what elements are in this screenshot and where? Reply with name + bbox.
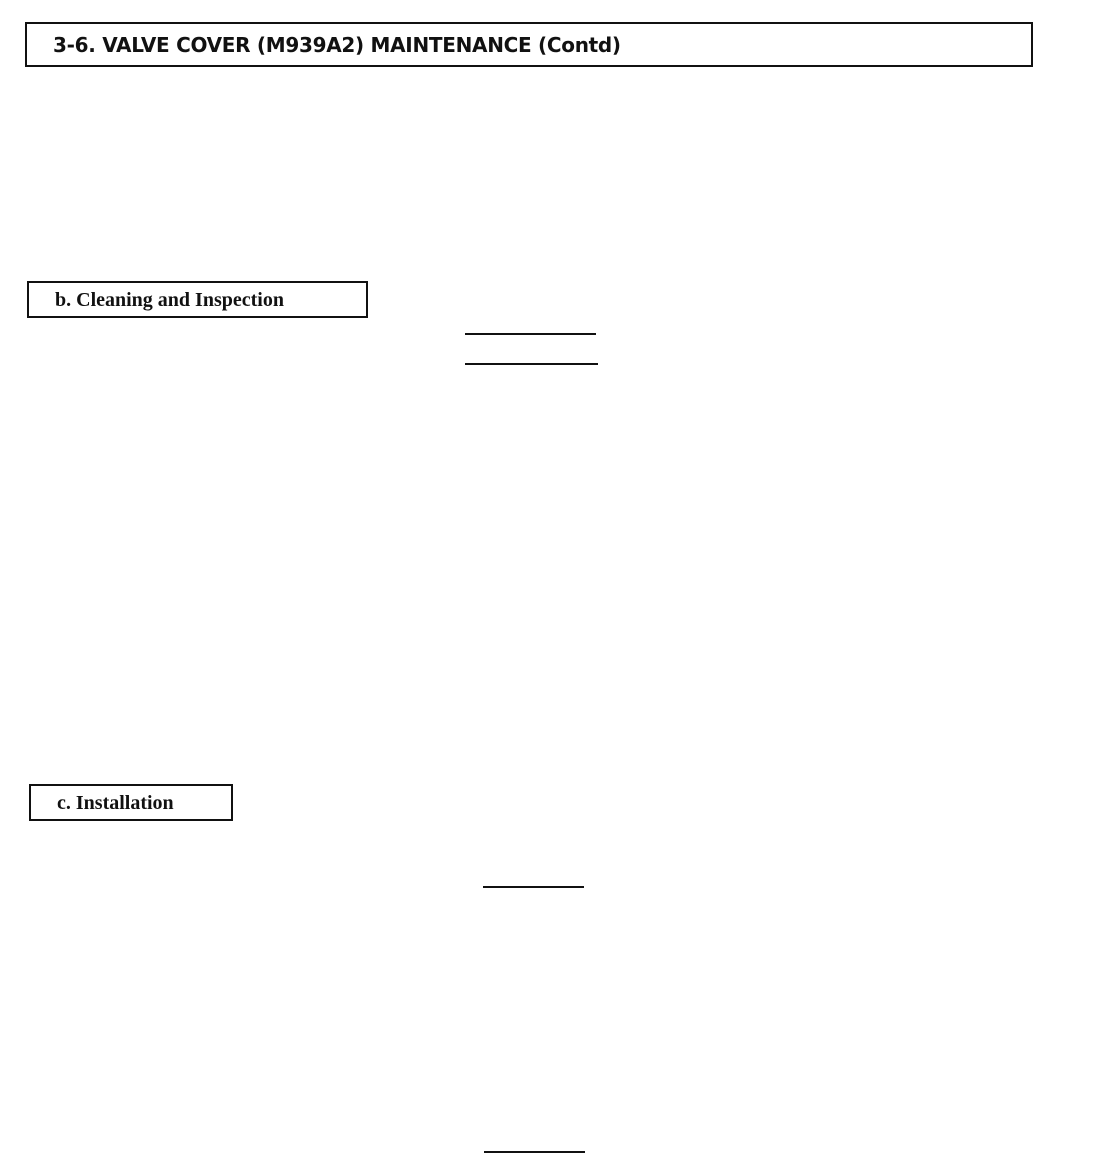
page-title: 3-6. VALVE COVER (M939A2) MAINTENANCE (Contd) bbox=[53, 33, 621, 57]
page-title-box bbox=[25, 22, 1033, 67]
section-heading-box-installation bbox=[29, 784, 233, 821]
section-heading-installation: c. Installation bbox=[57, 792, 174, 814]
divider-rule bbox=[484, 1151, 585, 1153]
section-heading-cleaning: b. Cleaning and Inspection bbox=[55, 289, 284, 311]
section-heading-box-cleaning bbox=[27, 281, 368, 318]
divider-rule bbox=[483, 886, 584, 888]
divider-rule bbox=[465, 363, 598, 365]
divider-rule bbox=[465, 333, 596, 335]
